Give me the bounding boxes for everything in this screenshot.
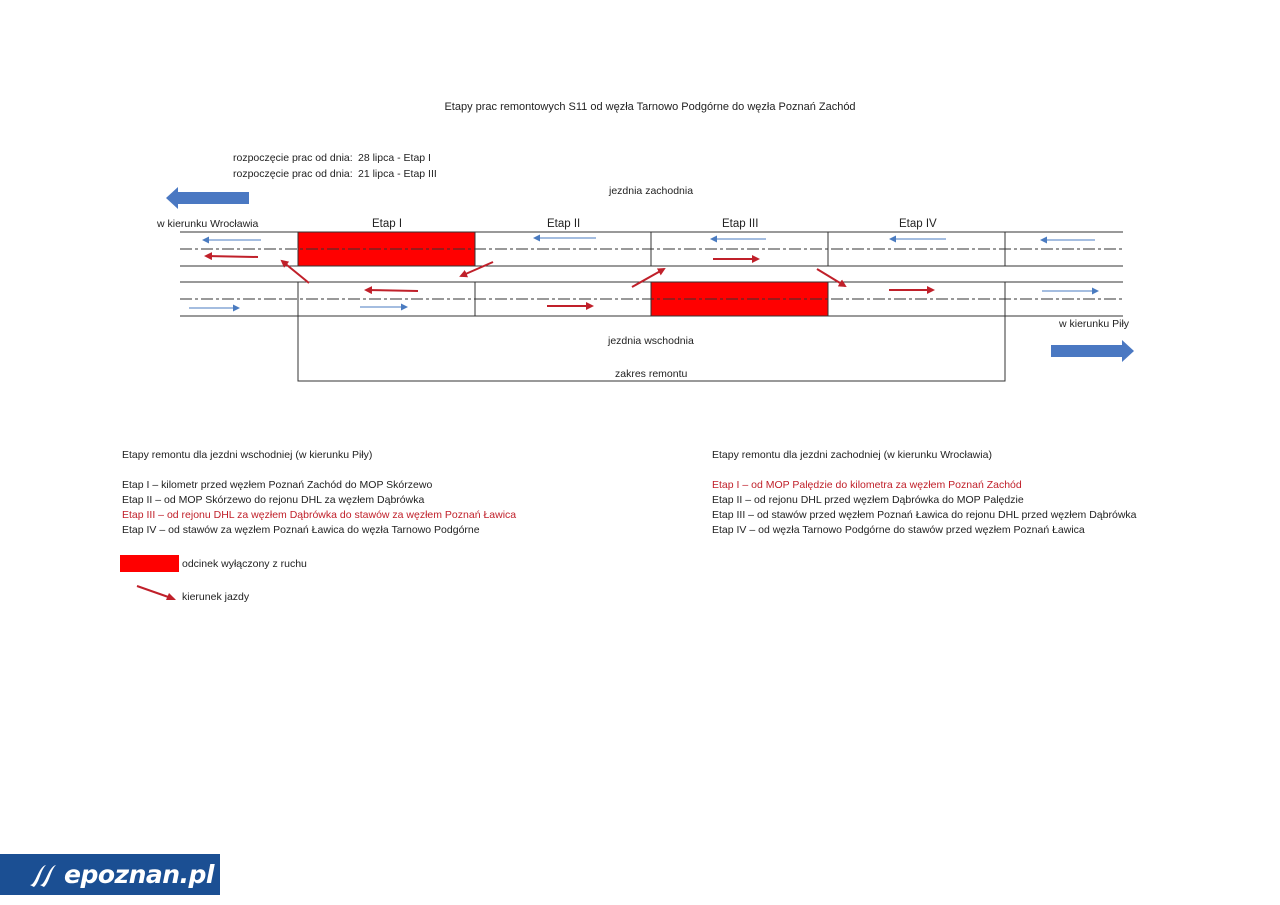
start-info-label-2: rozpoczęcie prac od dnia:	[233, 168, 353, 180]
west-stage-item: Etap I – od MOP Palędzie do kilometra za węzłem Poznań Zachód	[712, 479, 1022, 491]
start-info-value-2: 21 lipca - Etap III	[358, 168, 437, 180]
legend-direction-label: kierunek jazdy	[182, 591, 250, 603]
legend-closed-swatch	[120, 555, 179, 572]
west-stage-item: Etap II – od rejonu DHL przed węzłem Dąbrówka do MOP Palędzie	[712, 494, 1024, 506]
closed-segment-east-etap-3	[651, 282, 828, 316]
east-stage-item: Etap I – kilometr przed węzłem Poznań Zachód do MOP Skórzewo	[122, 479, 433, 491]
epoznan-logo-icon	[26, 859, 62, 891]
west-direction-arrow-icon	[166, 187, 249, 209]
direction-west-label: w kierunku Wrocławia	[157, 218, 259, 230]
legend-direction-arrow-icon	[130, 582, 180, 606]
west-stage-item: Etap IV – od węzła Tarnowo Podgórne do stawów przed węzłem Poznań Ławica	[712, 524, 1085, 536]
west-carriageway-label: jezdnia zachodnia	[609, 185, 694, 197]
page-title: Etapy prac remontowych S11 od węzła Tarnowo Podgórne do węzła Poznań Zachód	[444, 101, 856, 113]
start-info-label-1: rozpoczęcie prac od dnia:	[233, 152, 353, 164]
stage-label-4: Etap IV	[899, 218, 937, 230]
east-carriageway-label: jezdnia wschodnia	[608, 335, 694, 347]
epoznan-logo	[0, 854, 220, 895]
east-direction-arrow-icon	[1051, 340, 1134, 362]
road-diagram	[0, 0, 1280, 420]
stage-label-2: Etap II	[547, 218, 581, 230]
stage-label-1: Etap I	[372, 218, 403, 230]
direction-east-label: w kierunku Piły	[1059, 318, 1130, 330]
repair-range-label: zakres remontu	[615, 368, 688, 380]
east-section-heading: Etapy remontu dla jezdni wschodniej (w kierunku Piły)	[122, 449, 373, 461]
start-info-value-1: 28 lipca - Etap I	[358, 152, 431, 164]
east-stage-item: Etap IV – od stawów za węzłem Poznań Ławica do węzła Tarnowo Podgórne	[122, 524, 480, 536]
driving-direction-arrow-icon	[206, 256, 258, 257]
east-stage-item: Etap III – od rejonu DHL za węzłem Dąbrówka do stawów za węzłem Poznań Ławica	[122, 509, 517, 521]
east-stage-item: Etap II – od MOP Skórzewo do rejonu DHL za węzłem Dąbrówka	[122, 494, 425, 506]
legend-closed-label: odcinek wyłączony z ruchu	[182, 558, 307, 570]
stage-label-3: Etap III	[722, 218, 759, 230]
logo-text: epoznan.pl	[64, 860, 215, 889]
west-section-heading: Etapy remontu dla jezdni zachodniej (w kierunku Wrocławia)	[712, 449, 992, 461]
west-stage-item: Etap III – od stawów przed węzłem Poznań Ławica do rejonu DHL przed węzłem Dąbrówka	[712, 509, 1137, 521]
driving-direction-arrow-icon	[366, 290, 418, 291]
